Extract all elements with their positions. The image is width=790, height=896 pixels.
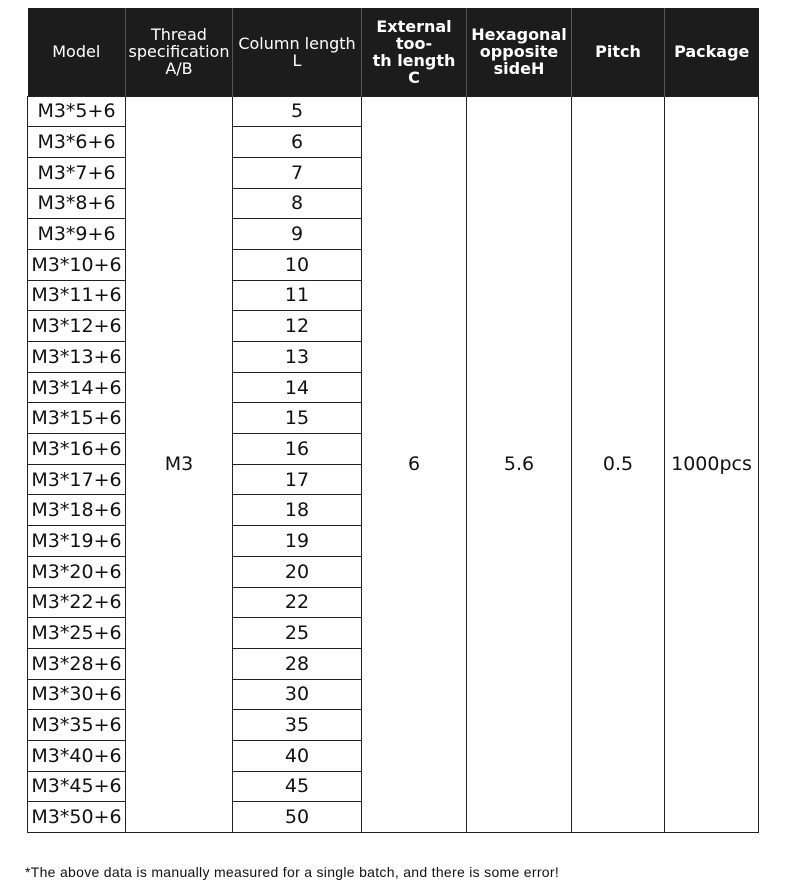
cell-column-length: 25 xyxy=(233,618,362,649)
cell-model: M3*11+6 xyxy=(28,280,126,311)
cell-model: M3*13+6 xyxy=(28,342,126,373)
cell-column-length: 19 xyxy=(233,526,362,557)
cell-column-length: 15 xyxy=(233,403,362,434)
header-hexagonal-side: Hexagonal opposite sideH xyxy=(467,8,572,96)
cell-column-length: 30 xyxy=(233,679,362,710)
cell-model: M3*12+6 xyxy=(28,311,126,342)
cell-model: M3*14+6 xyxy=(28,372,126,403)
header-row xyxy=(28,8,759,96)
cell-model: M3*50+6 xyxy=(28,802,126,833)
cell-column-length: 17 xyxy=(233,464,362,495)
cell-model: M3*9+6 xyxy=(28,219,126,250)
table-row xyxy=(28,96,759,127)
cell-column-length: 20 xyxy=(233,556,362,587)
cell-column-length: 7 xyxy=(233,157,362,188)
cell-column-length: 16 xyxy=(233,434,362,465)
cell-column-length: 50 xyxy=(233,802,362,833)
cell-model: M3*6+6 xyxy=(28,127,126,158)
cell-external-tooth-length: 6 xyxy=(362,96,467,833)
cell-hexagonal-side: 5.6 xyxy=(467,96,572,833)
cell-column-length: 14 xyxy=(233,372,362,403)
cell-model: M3*40+6 xyxy=(28,740,126,771)
cell-model: M3*19+6 xyxy=(28,526,126,557)
cell-model: M3*30+6 xyxy=(28,679,126,710)
cell-column-length: 9 xyxy=(233,219,362,250)
cell-column-length: 11 xyxy=(233,280,362,311)
header-package: Package xyxy=(665,8,759,96)
cell-column-length: 13 xyxy=(233,342,362,373)
footnote: *The above data is manually measured for a single batch, and there is some error! xyxy=(25,864,560,880)
cell-column-length: 8 xyxy=(233,188,362,219)
cell-model: M3*18+6 xyxy=(28,495,126,526)
cell-column-length: 12 xyxy=(233,311,362,342)
spec-table xyxy=(27,8,759,833)
cell-thread-spec: M3 xyxy=(126,96,233,833)
header-thread-spec: Thread specification A/B xyxy=(126,8,233,96)
cell-column-length: 6 xyxy=(233,127,362,158)
header-pitch: Pitch xyxy=(572,8,665,96)
cell-column-length: 28 xyxy=(233,648,362,679)
header-column-length: Column length L xyxy=(233,8,362,96)
cell-column-length: 10 xyxy=(233,249,362,280)
cell-column-length: 22 xyxy=(233,587,362,618)
cell-column-length: 5 xyxy=(233,96,362,127)
cell-column-length: 45 xyxy=(233,771,362,802)
cell-model: M3*28+6 xyxy=(28,648,126,679)
cell-column-length: 40 xyxy=(233,740,362,771)
cell-model: M3*22+6 xyxy=(28,587,126,618)
cell-package: 1000pcs xyxy=(665,96,759,833)
cell-model: M3*25+6 xyxy=(28,618,126,649)
cell-model: M3*45+6 xyxy=(28,771,126,802)
cell-model: M3*35+6 xyxy=(28,710,126,741)
cell-model: M3*10+6 xyxy=(28,249,126,280)
cell-model: M3*7+6 xyxy=(28,157,126,188)
cell-column-length: 18 xyxy=(233,495,362,526)
cell-pitch: 0.5 xyxy=(572,96,665,833)
cell-model: M3*17+6 xyxy=(28,464,126,495)
cell-model: M3*8+6 xyxy=(28,188,126,219)
table-body xyxy=(28,96,759,833)
cell-column-length: 35 xyxy=(233,710,362,741)
cell-model: M3*15+6 xyxy=(28,403,126,434)
cell-model: M3*16+6 xyxy=(28,434,126,465)
cell-model: M3*20+6 xyxy=(28,556,126,587)
header-external-tooth-length: External too- th length C xyxy=(362,8,467,96)
header-model: Model xyxy=(28,8,126,96)
cell-model: M3*5+6 xyxy=(28,96,126,127)
